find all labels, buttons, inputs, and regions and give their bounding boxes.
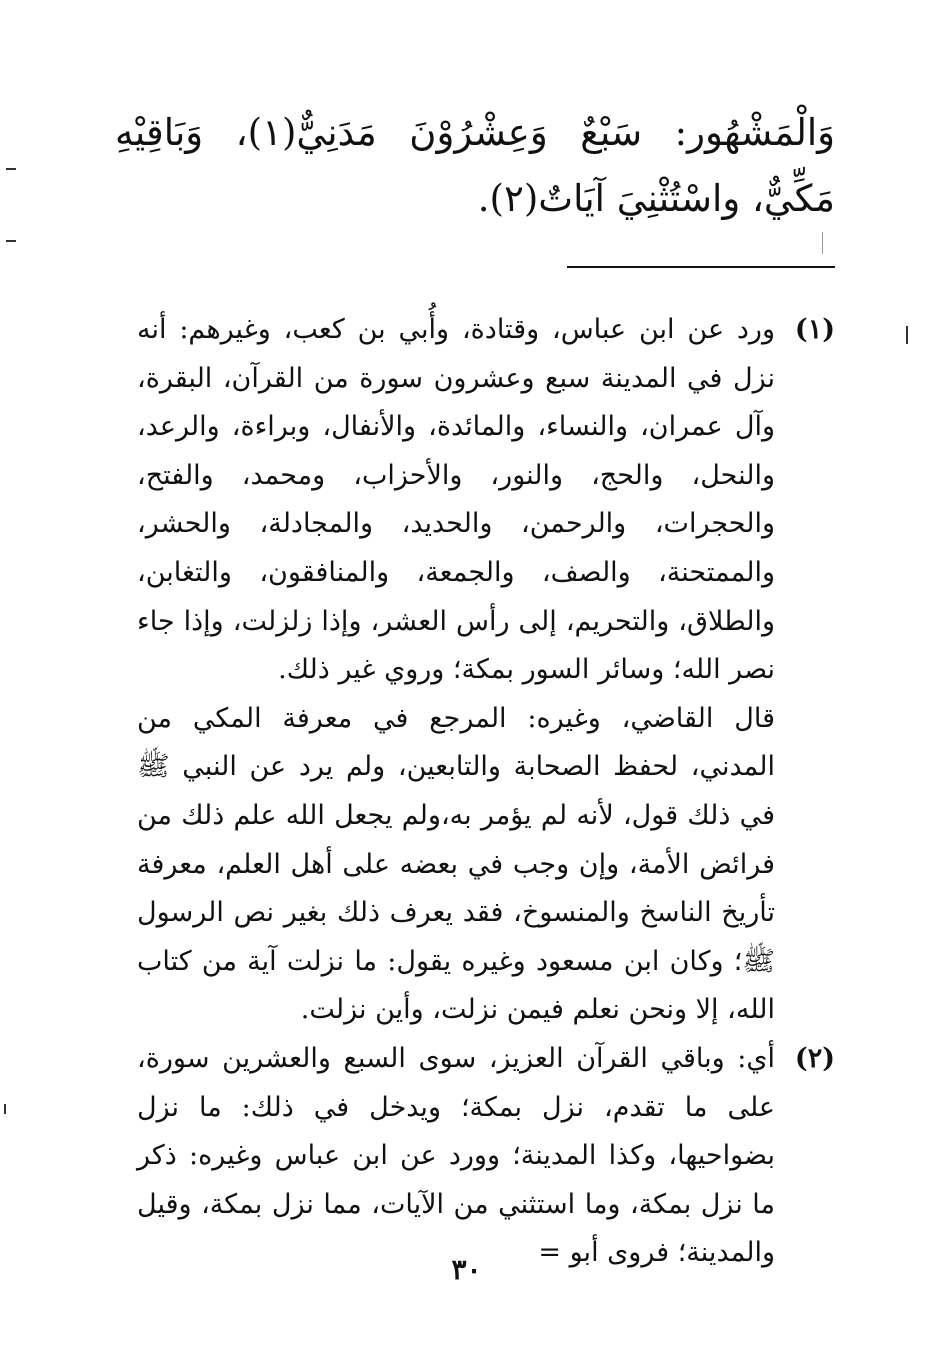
- scan-mark: [906, 326, 908, 344]
- footnote-1-number: (١): [794, 314, 835, 345]
- footnote-2-paragraph-1: أي: وباقي القرآن العزيز، سوى السبع والعشرين سورة، على ما تقدم، نزل بمكة؛ ويدخل في ذلك: ما نزل بضواحيها، وكذا المدينة؛ وورد عن ابن عباس وغيره: ذكر ما نزل بمكة، وما استثني من الآيات، مما نزل بمكة، وقيل والمدينة؛ فروى أبو =: [137, 1042, 775, 1269]
- scan-mark: [822, 232, 823, 254]
- main-paragraph: وَالْمَشْهُور: سَبْعٌ وَعِشْرُوْنَ مَدَنِيٌّ(١)، وَبَاقِيْهِ مَكِّيٌّ، واسْتُثْنِيَ آيَاتٌ(٢).: [115, 111, 835, 220]
- scan-mark: [6, 168, 16, 170]
- footnote-1-paragraph-2: قال القاضي، وغيره: المرجع في معرفة المكي من المدني، لحفظ الصحابة والتابعين، ولم يرد عن النبي ﷺ في ذلك قول، لأنه لم يؤمر به،ولم يجعل الله علم ذلك من فرائض الأمة، وإن وجب في بعضه على أهل العلم، معرفة تأريخ الناسخ والمنسوخ، فقد يعرف ذلك بغير نص الرسول ﷺ؛ وكان ابن مسعود وغيره يقول: ما نزلت آية من كتاب الله، إلا ونحن نعلم فيمن نزلت، وأين نزلت.: [137, 702, 775, 1026]
- footnote-separator: [567, 266, 835, 268]
- footnote-2-number: (٢): [794, 1042, 835, 1074]
- footnotes: [137, 306, 835, 1278]
- footnote-1-paragraph-1: ورد عن ابن عباس، وقتادة، وأُبي بن كعب، وغيرهم: أنه نزل في المدينة سبع وعشرون سورة من القرآن، البقرة، وآل عمران، والنساء، والمائدة، والأنفال، وبراءة، والرعد، والنحل، والحج، والنور، والأحزاب، ومحمد، والفتح، والحجرات، والرحمن، والحديد، والمجادلة، والحشر، والممتحنة، والصف، والجمعة، والمنافقون، والتغابن، والطلاق، والتحريم، إلى رأس العشر، وإذا زلزلت، وإذا جاء نصر الله؛ وسائر السور بمكة؛ وروي غير ذلك.: [137, 314, 775, 686]
- footnote-2: [137, 1035, 835, 1278]
- scan-mark: [4, 1104, 6, 1114]
- page-number: ٣٠: [451, 1253, 482, 1286]
- main-text: [115, 100, 835, 232]
- footnote-1: [137, 306, 835, 1035]
- scan-mark: [6, 240, 16, 242]
